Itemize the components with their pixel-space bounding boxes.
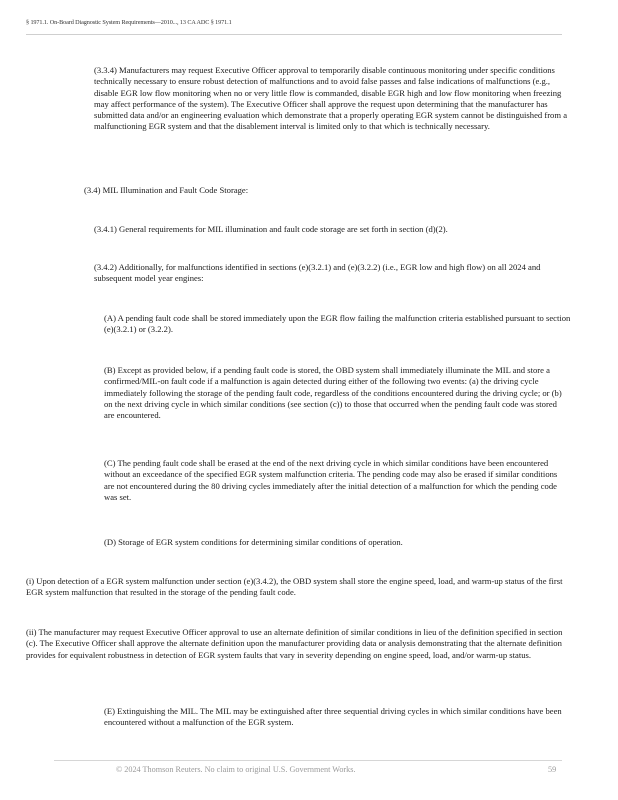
running-header: § 1971.1. On-Board Diagnostic System Requirements—2010..., 13 CA ADC § 1971.1 xyxy=(26,19,232,26)
page-number: 59 xyxy=(548,765,557,774)
paragraph-3-4-1: (3.4.1) General requirements for MIL illumination and fault code storage are set forth in section (d)(2). xyxy=(94,224,448,234)
paragraph-c-pending-code-erasure: (C) The pending fault code shall be erased at the end of the next driving cycle in which similar conditions have been encountered without an exceedance of the specified EGR system malfunction criteria. The pending code may also be erased if similar conditions are not encountered during the 80 driving cycles immediately after the initial detection of a malfunction for which the pending code was set. xyxy=(104,458,558,502)
section-heading-3-4: (3.4) MIL Illumination and Fault Code Storage: xyxy=(84,185,249,195)
paragraph-a-pending-fault-code: (A) A pending fault code shall be stored immediately upon the EGR flow failing the malfunction criteria established pursuant to section (e)(3.2.1) or (3.2.2). xyxy=(104,313,571,335)
header-divider xyxy=(26,34,562,35)
paragraph-ii-alternate-definition: (ii) The manufacturer may request Executive Officer approval to use an alternate definition of similar conditions in lieu of the definition specified in section (c). The Executive Officer shall approve the alternate definition upon the manufacturer providing data or analysis demonstrating that the alternate definition provides for equivalent robustness in detection of EGR system faults that vary in severity depending on engine speed, load, and/or warm-up status. xyxy=(26,627,563,660)
footer-copyright: © 2024 Thomson Reuters. No claim to original U.S. Government Works. xyxy=(116,765,356,774)
paragraph-3-3-4: (3.3.4) Manufacturers may request Executive Officer approval to temporarily disable continuous monitoring under specific conditions technically necessary to ensure robust detection of malfunctions and to avoid false passes and false indications of malfunctions (e.g., disable EGR low flow monitoring when no or very little flow is commanded, disable EGR high and low flow monitoring when freezing may affect performance of the system). The Executive Officer shall approve the request upon determining that the manufacturer has submitted data and/or an engineering evaluation which demonstrate that a properly operating EGR system cannot be distinguished from a malfunctioning EGR system and that the disablement interval is limited only to that which is technically necessary. xyxy=(94,65,568,132)
paragraph-3-4-2: (3.4.2) Additionally, for malfunctions identified in sections (e)(3.2.1) and (e)(3.2.2) (i.e., EGR low and high flow) on all 2024 and subsequent model year engines: xyxy=(94,262,541,284)
paragraph-e-extinguishing-mil: (E) Extinguishing the MIL. The MIL may be extinguished after three sequential driving cycles in which similar conditions have been encountered without a malfunction of the EGR system. xyxy=(104,706,562,728)
paragraph-d-storage-conditions: (D) Storage of EGR system conditions for determining similar conditions of operation. xyxy=(104,537,403,547)
paragraph-i-detection: (i) Upon detection of a EGR system malfunction under section (e)(3.4.2), the OBD system shall store the engine speed, load, and warm-up status of the first EGR system malfunction that resulted in the storage of the pending fault code. xyxy=(26,576,563,598)
footer-divider xyxy=(54,760,562,761)
paragraph-b-mil-illumination: (B) Except as provided below, if a pending fault code is stored, the OBD system shall immediately illuminate the MIL and store a confirmed/MIL-on fault code if a malfunction is again detected during either of the following two events: (a) the driving cycle immediately following the storage of the pending fault code, regardless of the conditions encountered during the driving cycle; or (b) on the next driving cycle in which similar conditions (see section (c)) to those that occurred when the pending fault code was stored are encountered. xyxy=(104,365,562,421)
